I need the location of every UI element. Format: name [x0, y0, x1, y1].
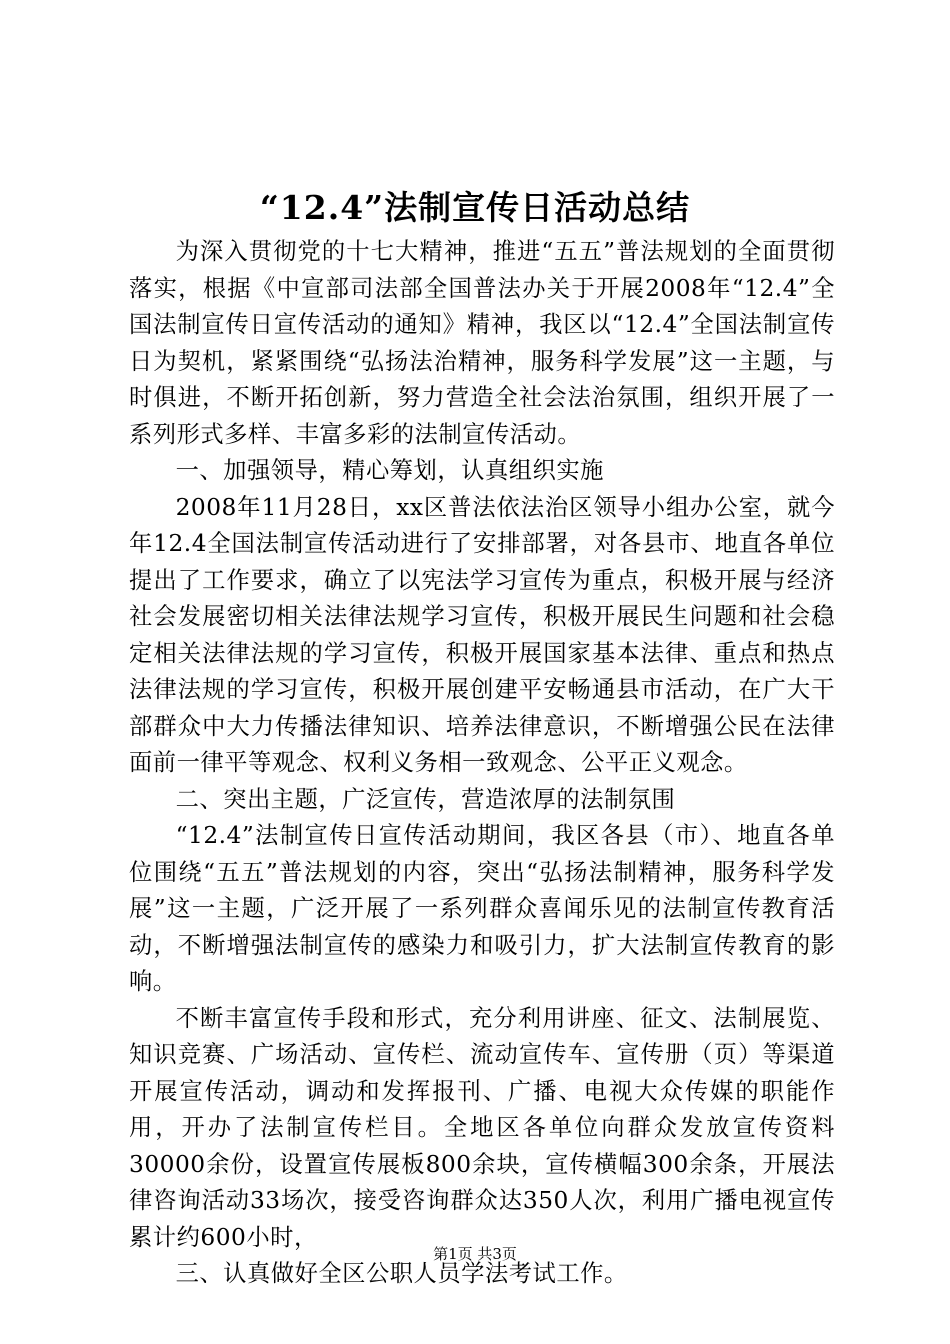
document-body: [129, 234, 835, 1293]
paragraph-section-2-detail: 不断丰富宣传手段和形式，充分利用讲座、征文、法制展览、知识竞赛、广场活动、宣传栏、流动宣传车、宣传册（页）等渠道开展宣传活动，调动和发挥报刊、广播、电视大众传媒的职能作用，开办了法制宣传栏目。全地区各单位向群众发放宣传资料30000余份，设置宣传展板800余块，宣传横幅300余条，开展法律咨询活动33场次，接受咨询群众达350人次，利用广播电视宣传累计约600小时，: [129, 1004, 835, 1251]
paragraph-section-1: 2008年11月28日，xx区普法依法治区领导小组办公室，就今年12.4全国法制宣传活动进行了安排部署，对各县市、地直各单位提出了工作要求，确立了以宪法学习宣传为重点，积极开展与经济社会发展密切相关法律法规学习宣传，积极开展民生问题和社会稳定相关法律法规的学习宣传，积极开展国家基本法律、重点和热点法律法规的学习宣传，积极开展创建平安畅通县市活动，在广大干部群众中大力传播法律知识、培养法律意识，不断增强公民在法律面前一律平等观念、权利义务相一致观念、公平正义观念。: [129, 493, 835, 776]
paragraph-section-2: “12.4”法制宣传日宣传活动期间，我区各县（市）、地直各单位围绕“五五”普法规划的内容，突出“弘扬法制精神，服务科学发展”这一主题，广泛开展了一系列群众喜闻乐见的法制宣传教育活动，不断增强法制宣传的感染力和吸引力，扩大法制宣传教育的影响。: [129, 822, 835, 995]
paragraph-intro: 为深入贯彻党的十七大精神，推进“五五”普法规划的全面贯彻落实，根据《中宣部司法部全国普法办关于开展2008年“12.4”全国法制宣传日宣传活动的通知》精神，我区以“12.4”全国法制宣传日为契机，紧紧围绕“弘扬法治精神，服务科学发展”这一主题，与时俱进，不断开拓创新，努力营造全社会法治氛围，组织开展了一系列形式多样、丰富多彩的法制宣传活动。: [129, 238, 835, 448]
section-heading-1: 一、加强领导，精心筹划，认真组织实施: [175, 457, 604, 484]
section-heading-3: 三、认真做好全区公职人员学法考试工作。: [175, 1260, 628, 1287]
section-heading-2: 二、突出主题，广泛宣传，营造浓厚的法制氛围: [175, 785, 676, 813]
document-title: “12.4”法制宣传日活动总结: [259, 188, 691, 227]
page-number-footer: 第1页 共3页: [433, 1245, 517, 1263]
